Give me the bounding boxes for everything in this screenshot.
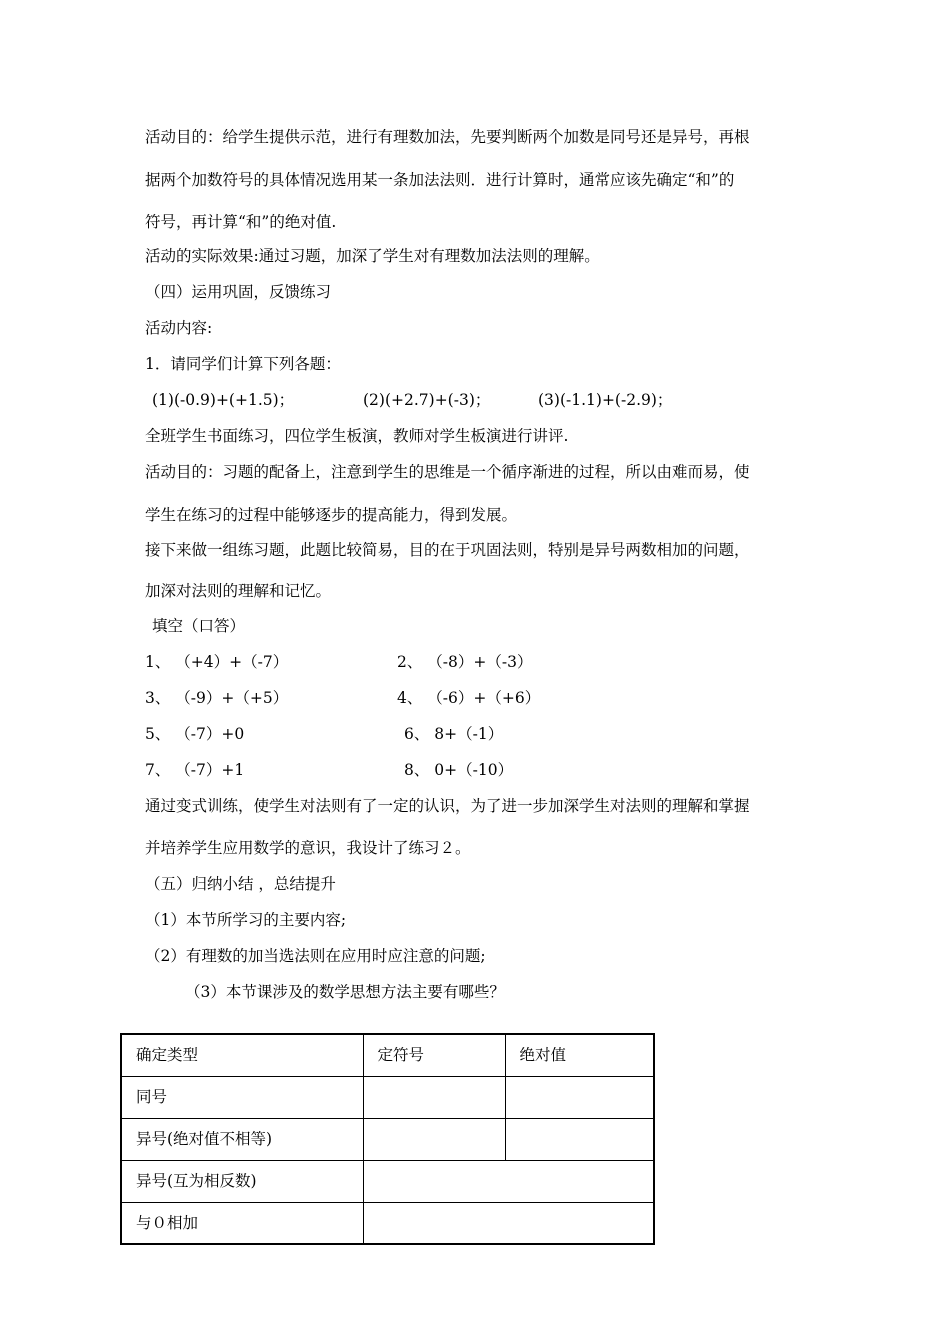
board-paragraph: 全班学生书面练习，四位学生板演，教师对学生板演进行讲评. — [145, 427, 569, 445]
addition-rules-table — [120, 1033, 655, 1245]
oral-item-2: 2、 （-8）+（-3） — [397, 653, 533, 671]
next-paragraph: 接下来做一组练习题，此题比较简易，目的在于巩固法则，特别是异号两数相加的问题， — [145, 541, 750, 559]
empty-cell — [505, 1118, 654, 1160]
oral-item-4: 4、 （-6）+（+6） — [397, 689, 541, 707]
calc-item-3: (3)(-1.1)+(-2.9)； — [538, 391, 673, 409]
table-row — [121, 1076, 654, 1118]
summary-point-1: （1）本节所学习的主要内容; — [145, 911, 347, 929]
empty-cell — [363, 1076, 505, 1118]
row-label: 异号(互为相反数) — [121, 1160, 363, 1202]
row-label: 与０相加 — [121, 1202, 363, 1244]
table-row — [121, 1202, 654, 1244]
question-1: 1．请同学们计算下列各题： — [145, 355, 341, 373]
variation-paragraph: 通过变式训练，使学生对法则有了一定的认识，为了进一步加深学生对法则的理解和掌握 — [145, 797, 750, 815]
empty-cell — [363, 1118, 505, 1160]
empty-cell — [505, 1076, 654, 1118]
next-paragraph-end: 加深对法则的理解和记忆。 — [145, 582, 332, 600]
goal-paragraph-1-end: 符号，再计算“和”的绝对值. — [145, 213, 337, 231]
table-row — [121, 1118, 654, 1160]
row-label: 同号 — [121, 1076, 363, 1118]
calc-item-2: (2)(+2.7)+(-3)； — [363, 391, 491, 409]
header-sign: 定符号 — [363, 1034, 505, 1076]
oral-item-5: 5、 （-7）+0 — [145, 725, 245, 743]
section-4-heading: （四）运用巩固，反馈练习 — [145, 283, 332, 301]
goal-paragraph-2: 活动目的：习题的配备上，注意到学生的思维是一个循序渐进的过程，所以由难而易，使 — [145, 463, 750, 481]
header-type: 确定类型 — [121, 1034, 363, 1076]
oral-item-8: 8、 0+（-10） — [404, 761, 514, 779]
goal-paragraph-1: 活动目的：给学生提供示范，进行有理数加法，先要判断两个加数是同号还是异号，再根 — [145, 128, 750, 146]
table-header-row — [121, 1034, 654, 1076]
calc-item-1: (1)(-0.9)+(+1.5)； — [152, 391, 295, 409]
section-5-heading: （五）归纳小结 ，总结提升 — [145, 875, 336, 893]
oral-item-3: 3、 （-9）+（+5） — [145, 689, 289, 707]
effect-paragraph: 活动的实际效果:通过习题，加深了学生对有理数加法法则的理解。 — [145, 247, 600, 265]
row-label: 异号(绝对值不相等) — [121, 1118, 363, 1160]
oral-item-1: 1、 （+4）+（-7） — [145, 653, 289, 671]
oral-item-6: 6、 8+（-1） — [404, 725, 504, 743]
summary-point-2: （2）有理数的加当选法则在应用时应注意的问题; — [145, 947, 486, 965]
oral-item-7: 7、 （-7）+1 — [145, 761, 245, 779]
activity-content-label: 活动内容: — [145, 319, 213, 337]
empty-cell — [363, 1160, 654, 1202]
header-abs-value: 绝对值 — [505, 1034, 654, 1076]
empty-cell — [363, 1202, 654, 1244]
goal-paragraph-1-cont: 据两个加数符号的具体情况选用某一条加法法则．进行计算时，通常应该先确定“和”的 — [145, 171, 735, 189]
goal-paragraph-2-end: 学生在练习的过程中能够逐步的提高能力，得到发展。 — [145, 506, 518, 524]
variation-paragraph-end: 并培养学生应用数学的意识，我设计了练习２。 — [145, 839, 471, 857]
summary-point-3: （3）本节课涉及的数学思想方法主要有哪些？ — [185, 983, 505, 1001]
table-row — [121, 1160, 654, 1202]
fill-in-heading: 填空（口答） — [152, 617, 246, 635]
